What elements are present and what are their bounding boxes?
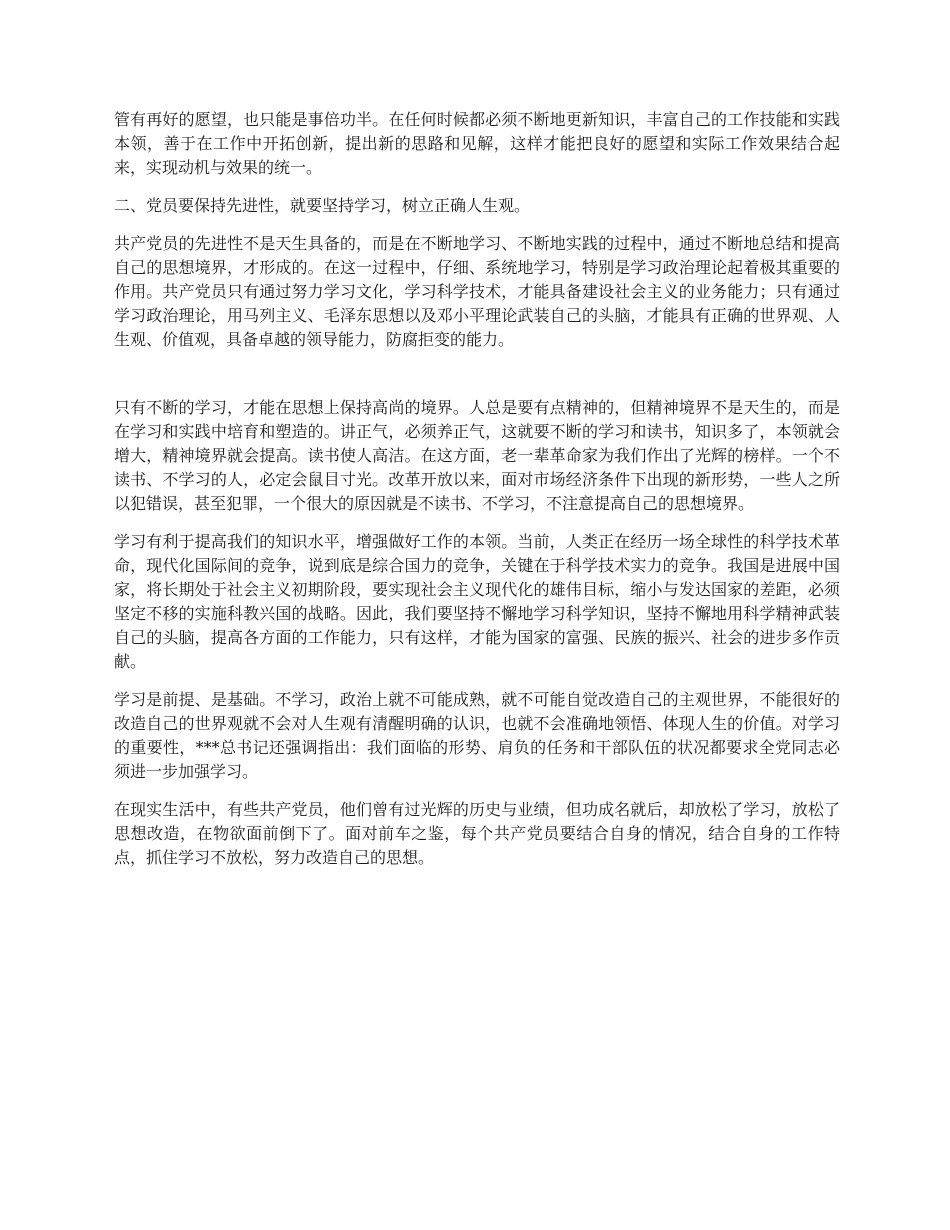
section-heading: 二、党员要保持先进性，就要坚持学习，树立正确人生观。	[114, 196, 531, 215]
paragraph: 学习有利于提高我们的知识水平，增强做好工作的本领。当前，人类正在经历一场全球性的科学技术革命，现代化国际间的竞争，说到底是综合国力的竞争，关键在于科学技术实力的竞争。我国是进展中国家，将长期处于社会主义初期阶段，要实现社会主义现代化的雄伟目标，缩小与发达国家的差距，必须坚定不移的实施科教兴国的战略。因此，我们要坚持不懈地学习科学知识，坚持不懈地用科学精神武装自己的头脑，提高各方面的工作能力，只有这样，才能为国家的富强、民族的振兴、社会的进步多作贡献。	[114, 532, 840, 671]
paragraph: 管有再好的愿望，也只能是事倍功半。在任何时候都必须不断地更新知识，丰富自己的工作技能和实践本领，善于在工作中开拓创新，提出新的思路和见解，这样才能把良好的愿望和实际工作效果结合起来，实现动机与效果的统一。	[114, 110, 840, 177]
paragraph: 共产党员的先进性不是天生具备的，而是在不断地学习、不断地实践的过程中，通过不断地总结和提高自己的思想境界，才形成的。在这一过程中，仔细、系统地学习，特别是学习政治理论起着极其重要的作用。共产党员只有通过努力学习文化，学习科学技术，才能具备建设社会主义的业务能力；只有通过学习政治理论，用马列主义、毛泽东思想以及邓小平理论武装自己的头脑，才能具有正确的世界观、人生观、价值观，具备卓越的领导能力，防腐拒变的能力。	[114, 234, 840, 349]
paragraph: 在现实生活中，有些共产党员，他们曾有过光辉的历史与业绩，但功成名就后，却放松了学习，放松了思想改造，在物欲面前倒下了。面对前车之鉴，每个共产党员要结合自身的情况，结合自身的工作特点，抓住学习不放松，努力改造自己的思想。	[114, 800, 840, 867]
paragraph: 学习是前提、是基础。不学习，政治上就不可能成熟，就不可能自觉改造自己的主观世界，不能很好的改造自己的世界观就不会对人生观有清醒明确的认识，也就不会准确地领悟、体现人生的价值。对学习的重要性，***总书记还强调指出：我们面临的形势、肩负的任务和干部队伍的状况都要求全党同志必须进一步加强学习。	[114, 690, 840, 781]
paragraph: 只有不断的学习，才能在思想上保持高尚的境界。人总是要有点精神的，但精神境界不是天生的，而是在学习和实践中培育和塑造的。讲正气，必须养正气，这就要不断的学习和读书，知识多了，本领就会增大，精神境界就会提高。读书使人高洁。在这方面，老一辈革命家为我们作出了光辉的榜样。一个不读书、不学习的人，必定会鼠目寸光。改革开放以来，面对市场经济条件下出现的新形势，一些人之所以犯错误，甚至犯罪，一个很大的原因就是不读书、不学习，不注意提高自己的思想境界。	[114, 398, 840, 513]
paragraph-gap	[114, 366, 840, 396]
document-body	[114, 108, 840, 884]
